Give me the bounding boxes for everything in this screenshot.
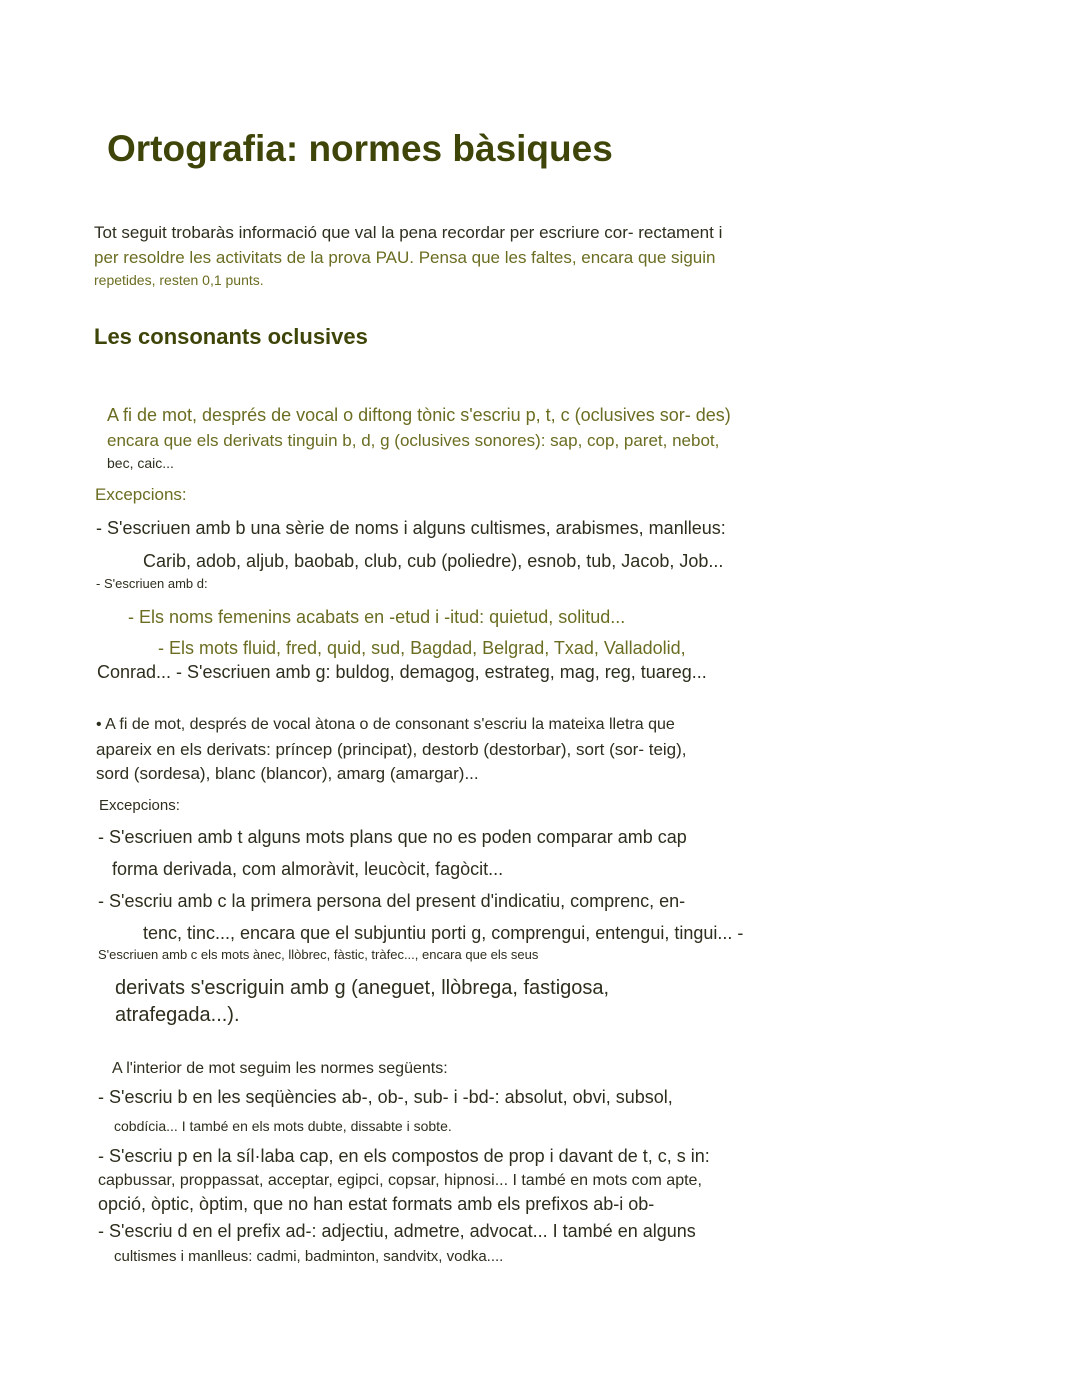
rule1-line-3: bec, caic... [107, 455, 174, 471]
exception-c-5: atrafegada...). [115, 1004, 240, 1026]
exception-d-2: - Els mots fluid, fred, quid, sud, Bagdad, Belgrad, Txad, Valladolid, [158, 638, 686, 658]
exception-t-1: - S'escriuen amb t alguns mots plans que no es poden comparar amb cap [98, 827, 687, 847]
rule2-line-2: apareix en els derivats: príncep (principat), destorb (destorbar), sort (sor- teig), [96, 740, 687, 759]
rule1-line-2: encara que els derivats tinguin b, d, g (oclusives sonores): sap, cop, paret, nebot, [107, 431, 720, 450]
rule1-line-1: A fi de mot, després de vocal o diftong tònic s'escriu p, t, c (oclusives sor- des) [107, 405, 731, 425]
exception-d-1: - Els noms femenins acabats en -etud i -itud: quietud, solitud... [128, 607, 626, 627]
exception-g: Conrad... - S'escriuen amb g: buldog, demagog, estrateg, mag, reg, tuareg... [97, 662, 707, 682]
interior-p-1: - S'escriu p en la síl·laba cap, en els compostos de prop i davant de t, c, s in: [98, 1146, 710, 1166]
page-title: Ortografia: normes bàsiques [107, 128, 613, 169]
exceptions2-label: Excepcions: [99, 797, 180, 814]
section-heading-oclusives: Les consonants oclusives [94, 324, 368, 349]
exception-b-list: Carib, adob, aljub, baobab, club, cub (poliedre), esnob, tub, Jacob, Job... [143, 551, 724, 571]
exception-t-2: forma derivada, com almoràvit, leucòcit, fagòcit... [112, 859, 504, 879]
exception-c-1: - S'escriu amb c la primera persona del present d'indicatiu, comprenc, en- [98, 891, 686, 911]
rule2-line-1: • A fi de mot, després de vocal àtona o de consonant s'escriu la mateixa lletra que [96, 716, 675, 733]
interior-d-1: - S'escriu d en el prefix ad-: adjectiu, admetre, advocat... I també en alguns [98, 1221, 696, 1241]
exception-c-3: S'escriuen amb c els mots ànec, llòbrec, fàstic, tràfec..., encara que els seus [98, 947, 539, 962]
interior-b-2: cobdícia... I també en els mots dubte, dissabte i sobte. [114, 1118, 452, 1134]
interior-p-2: capbussar, proppassat, acceptar, egipci, copsar, hipnosi... I també en mots com apte, [98, 1172, 702, 1189]
exception-b: - S'escriuen amb b una sèrie de noms i alguns cultismes, arabismes, manlleus: [96, 518, 726, 538]
interior-b-1: - S'escriu b en les seqüències ab-, ob-, sub- i -bd-: absolut, obvi, subsol, [98, 1087, 673, 1107]
exception-d: - S'escriuen amb d: [96, 576, 208, 591]
rule2-line-3: sord (sordesa), blanc (blancor), amarg (amargar)... [96, 764, 479, 783]
intro-line-2: per resoldre les activitats de la prova PAU. Pensa que les faltes, encara que siguin [94, 248, 716, 267]
intro-line-1: Tot seguit trobaràs informació que val la pena recordar per escriure cor- rectament i [94, 223, 723, 242]
exception-c-4: derivats s'escriguin amb g (aneguet, llòbrega, fastigosa, [115, 977, 610, 999]
intro-line-3: repetides, resten 0,1 punts. [94, 272, 264, 288]
interior-label: A l'interior de mot seguim les normes següents: [112, 1060, 448, 1077]
interior-d-2: cultismes i manlleus: cadmi, badminton, sandvitx, vodka.... [114, 1248, 504, 1265]
exception-c-2: tenc, tinc..., encara que el subjuntiu porti g, comprengui, entengui, tingui... - [143, 923, 744, 943]
exceptions-label: Excepcions: [95, 485, 187, 504]
interior-p-3: opció, òptic, òptim, que no han estat formats amb els prefixos ab-i ob- [98, 1194, 655, 1214]
